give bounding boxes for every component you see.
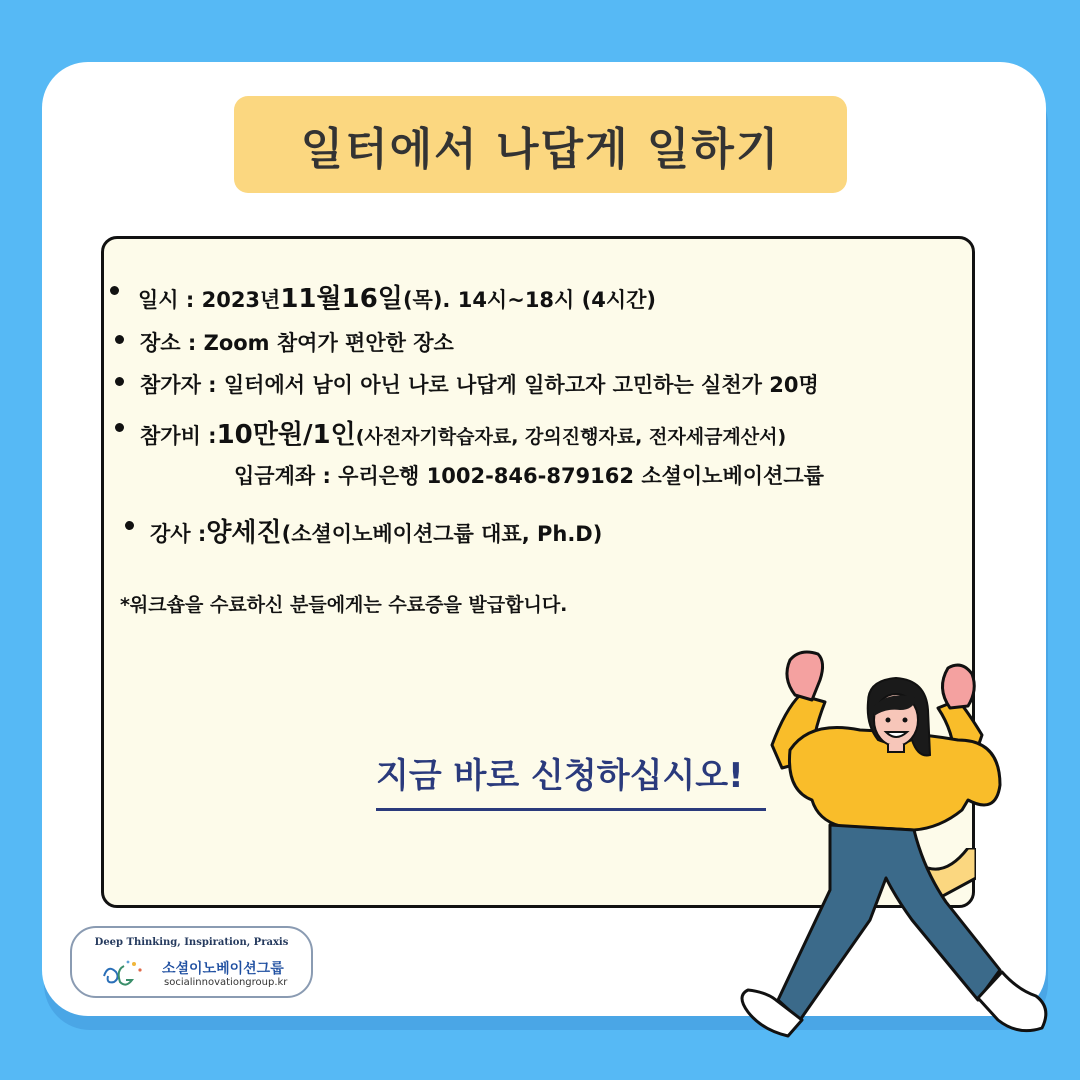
bullet-icon — [125, 521, 134, 530]
place-text: 장소 : Zoom 참여가 편안한 장소 — [140, 331, 454, 355]
certificate-note: *워크숍을 수료하신 분들에게는 수료증을 발급합니다. — [120, 594, 568, 616]
bullet-icon — [110, 286, 119, 295]
date-highlight: 11월16일 — [280, 284, 403, 314]
instructor-suffix: (소셜이노베이션그룹 대표, Ph.D) — [281, 522, 603, 546]
fee-suffix: (사전자기학습자료, 강의진행자료, 전자세금계산서) — [355, 426, 787, 448]
page-title: 일터에서 나답게 일하기 — [300, 123, 781, 175]
org-logo-badge — [70, 926, 313, 998]
date-prefix: 일시 : 2023년 — [138, 288, 281, 312]
account-text: 입금계좌 : 우리은행 1002-846-879162 소셜이노베이션그룹 — [234, 464, 824, 488]
info-fee — [140, 414, 786, 451]
title-banner — [234, 96, 847, 193]
info-account — [234, 460, 824, 490]
info-participants — [140, 369, 819, 399]
fee-highlight: 10만원/1인 — [216, 420, 356, 450]
bullet-icon — [115, 423, 124, 432]
bullet-icon — [115, 377, 124, 386]
cheering-person-illustration — [700, 640, 1060, 1060]
info-place — [140, 327, 454, 357]
participants-text: 참가자 : 일터에서 남이 아닌 나로 나답게 일하고자 고민하는 실천가 20명 — [140, 373, 819, 397]
instructor-prefix: 강사 : — [150, 522, 207, 546]
apply-now-text: 지금 바로 신청하십시오! — [376, 756, 744, 796]
logo-url: socialinnovationgroup.kr — [164, 977, 288, 988]
date-suffix: (목). 14시~18시 (4시간) — [402, 288, 657, 312]
info-date — [138, 278, 656, 315]
bullet-icon — [115, 335, 124, 344]
instructor-highlight: 양세진 — [206, 518, 282, 548]
info-instructor — [150, 512, 602, 549]
logo-tagline: Deep Thinking, Inspiration, Praxis — [94, 937, 289, 948]
logo-org-name: 소셜이노베이션그룹 — [162, 961, 284, 977]
sig-logo-icon — [98, 956, 150, 990]
fee-prefix: 참가비 : — [140, 424, 217, 448]
